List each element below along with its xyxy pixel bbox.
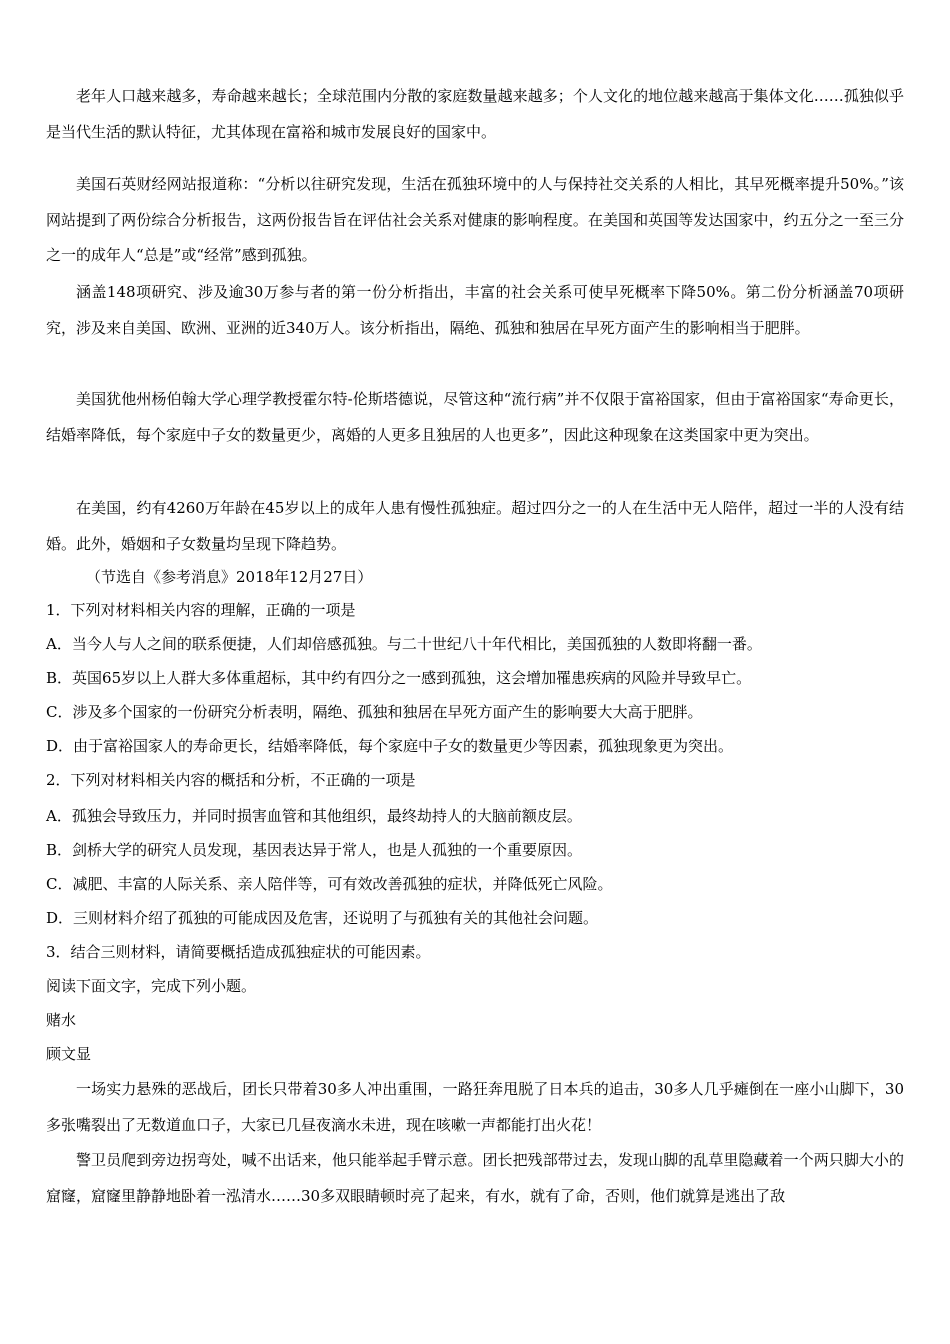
question-stem: 2．下列对材料相关内容的概括和分析，不正确的一项是 [46, 771, 416, 789]
source-note: （节选自《参考消息》2018年12月27日） [86, 568, 373, 586]
story-author: 顾文显 [46, 1045, 92, 1063]
material-paragraph: 美国犹他州杨伯翰大学心理学教授霍尔特-伦斯塔德说，尽管这种“流行病”并不仅限于富裕国家，但由于富裕国家“寿命更长，结婚率降低，每个家庭中子女的数量更少，离婚的人更多且独居的人也更多”，因此这种现象在这类国家中更为突出。 [46, 390, 904, 444]
question-option: A．当今人与人之间的联系便捷，人们却倍感孤独。与二十世纪八十年代相比，美国孤独的人数即将翻一番。 [46, 635, 762, 653]
question-stem: 1．下列对材料相关内容的理解，正确的一项是 [46, 601, 356, 619]
material-paragraph: 在美国，约有4260万年龄在45岁以上的成年人患有慢性孤独症。超过四分之一的人在生活中无人陪伴，超过一半的人没有结婚。此外，婚姻和子女数量均呈现下降趋势。 [46, 499, 904, 553]
question-option: D．三则材料介绍了孤独的可能成因及危害，还说明了与孤独有关的其他社会问题。 [46, 909, 599, 927]
question-option: A．孤独会导致压力，并同时损害血管和其他组织，最终劫持人的大脑前额皮层。 [46, 807, 582, 825]
question-option: C．涉及多个国家的一份研究分析表明，隔绝、孤独和独居在早死方面产生的影响要大大高于肥胖。 [46, 703, 703, 721]
story-paragraph: 一场实力悬殊的恶战后，团长只带着30多人冲出重围，一路狂奔甩脱了日本兵的追击，30多人几乎瘫倒在一座小山脚下，30多张嘴裂出了无数道血口子，大家已几昼夜滴水未进，现在咳嗽一声都能打出火花！ [46, 1080, 904, 1134]
question-option: C．减肥、丰富的人际关系、亲人陪伴等，可有效改善孤独的症状，并降低死亡风险。 [46, 875, 613, 893]
material-paragraph: 美国石英财经网站报道称：“分析以往研究发现，生活在孤独环境中的人与保持社交关系的人相比，其早死概率提升50%。”该网站提到了两份综合分析报告，这两份报告旨在评估社会关系对健康的影响程度。在美国和英国等发达国家中，约五分之一至三分之一的成年人“总是”或“经常”感到孤独。 [46, 175, 904, 264]
reading-intro: 阅读下面文字，完成下列小题。 [46, 977, 257, 995]
question-option: B．英国65岁以上人群大多体重超标，其中约有四分之一感到孤独，这会增加罹患疾病的风险并导致早亡。 [46, 669, 752, 687]
material-paragraph: 涵盖148项研究、涉及逾30万参与者的第一份分析指出，丰富的社会关系可使早死概率下降50%。第二份分析涵盖70项研究，涉及来自美国、欧洲、亚洲的近340万人。该分析指出，隔绝、孤独和独居在早死方面产生的影响相当于肥胖。 [46, 283, 904, 337]
question-option: B．剑桥大学的研究人员发现，基因表达异于常人，也是人孤独的一个重要原因。 [46, 841, 583, 859]
question-stem: 3．结合三则材料，请简要概括造成孤独症状的可能因素。 [46, 943, 431, 961]
story-title: 赌水 [46, 1011, 77, 1029]
question-option: D．由于富裕国家人的寿命更长，结婚率降低，每个家庭中子女的数量更少等因素，孤独现象更为突出。 [46, 737, 734, 755]
story-paragraph: 警卫员爬到旁边拐弯处，喊不出话来，他只能举起手臂示意。团长把残部带过去，发现山脚的乱草里隐藏着一个两只脚大小的窟窿，窟窿里静静地卧着一泓清水……30多双眼睛顿时亮了起来，有水，就有了命，否则，他们就算是逃出了敌 [46, 1151, 904, 1205]
material-paragraph: 老年人口越来越多，寿命越来越长；全球范围内分散的家庭数量越来越多；个人文化的地位越来越高于集体文化……孤独似乎是当代生活的默认特征，尤其体现在富裕和城市发展良好的国家中。 [46, 87, 904, 141]
